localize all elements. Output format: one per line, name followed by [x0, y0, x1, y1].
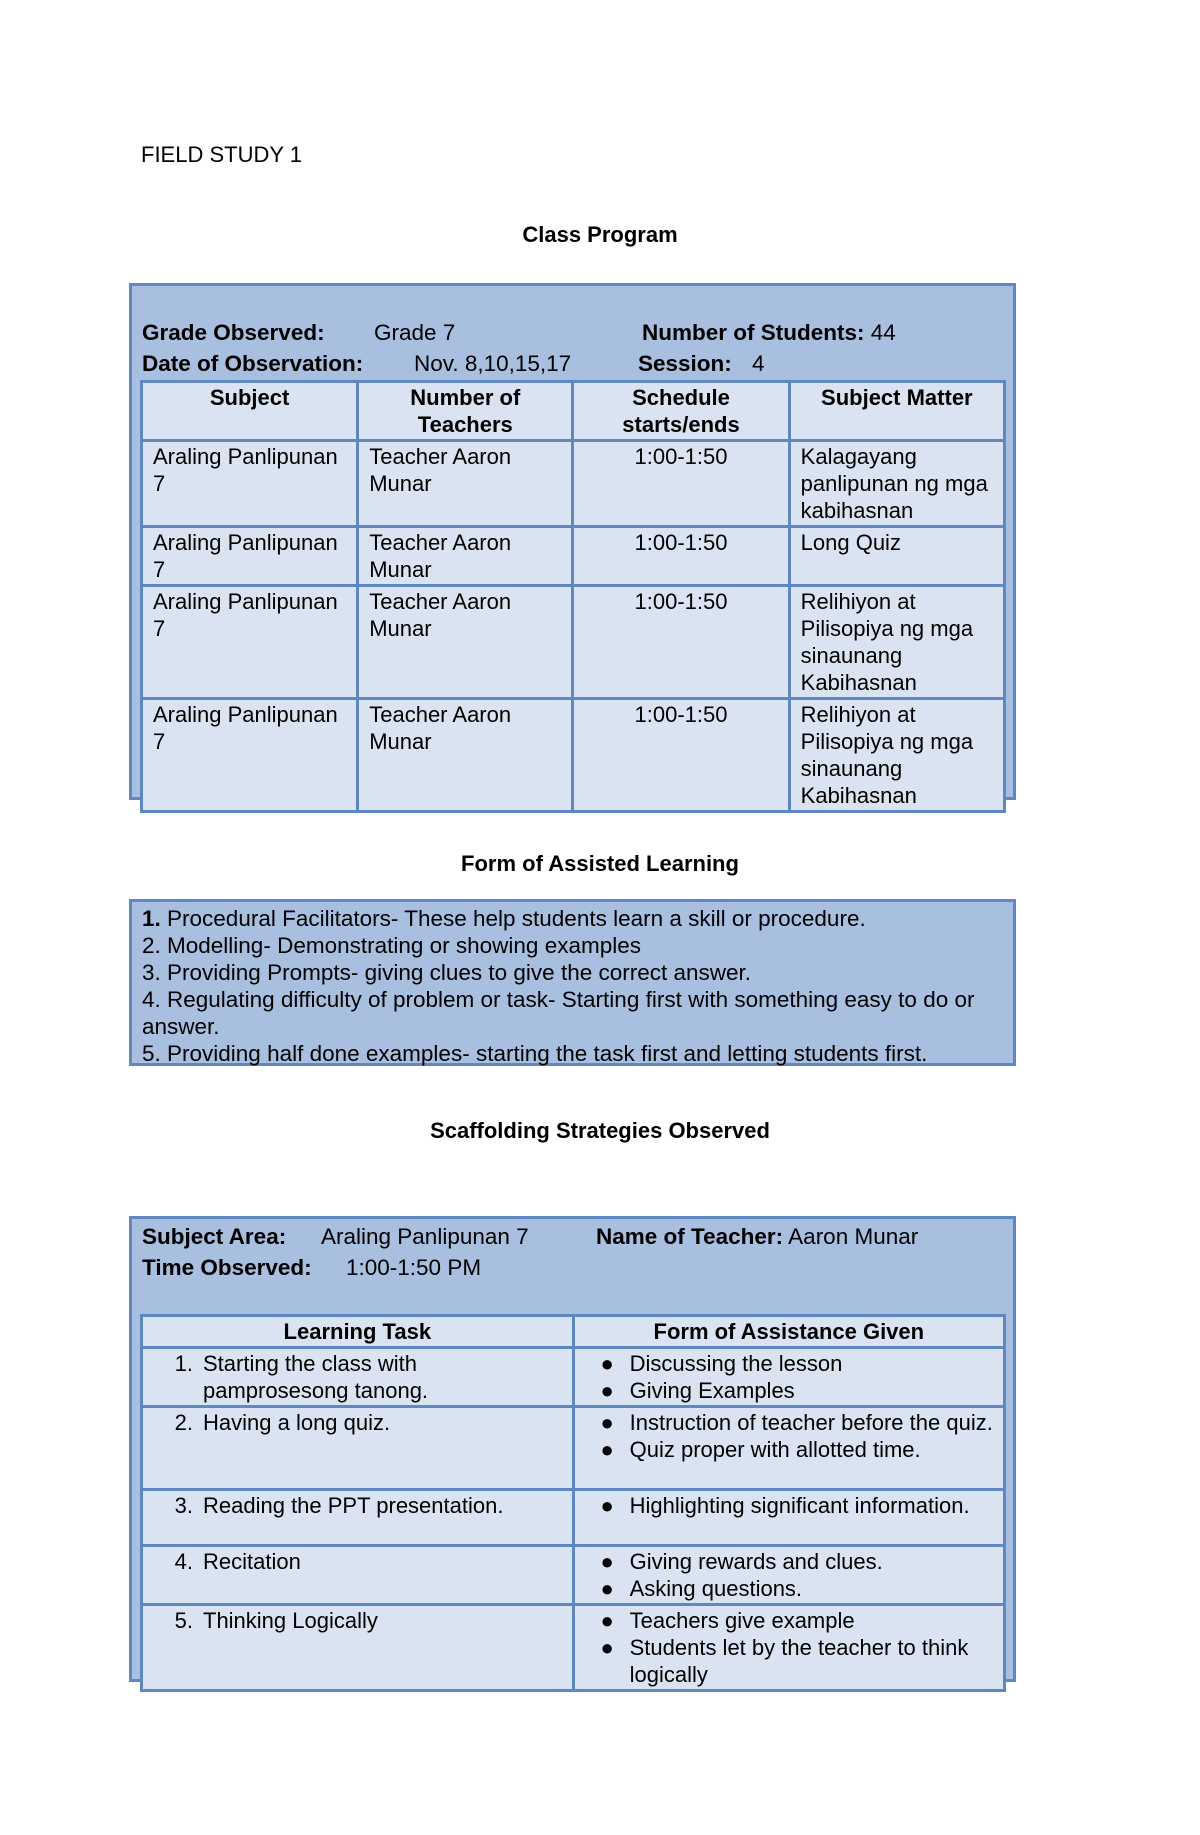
header-schedule: Schedule starts/ends: [573, 382, 789, 441]
assisted-learning-list: [142, 905, 1001, 1067]
cell-schedule: 1:00-1:50: [573, 699, 789, 812]
scaffolding-box: [129, 1216, 1016, 1687]
table-row: [142, 1605, 1005, 1691]
assistance-list: [585, 1409, 993, 1463]
cell-assistance: [573, 1490, 1004, 1546]
bullet-icon: ●: [600, 1635, 614, 1660]
task-text: Reading the PPT presentation.: [203, 1493, 504, 1518]
grade-observed-value: Grade 7: [374, 320, 456, 345]
list-item: 3. Providing Prompts- giving clues to give the correct answer.: [142, 960, 752, 985]
session-label: Session:: [638, 351, 732, 376]
cell-assistance: [573, 1546, 1004, 1605]
task-text: Starting the class with pamprosesong tanong.: [203, 1351, 429, 1403]
bullet-icon: ●: [600, 1378, 614, 1403]
cell-subject-matter: Relihiyon at Pilisopiya ng mga sinaunang Kabihasnan: [789, 586, 1004, 699]
subject-area-label: Subject Area:: [142, 1224, 287, 1249]
table-row: [142, 1490, 1005, 1546]
cell-subject: Araling Panlipunan 7: [142, 441, 358, 527]
assisted-learning-box: [129, 899, 1016, 1066]
list-item: [142, 905, 1001, 932]
list-item: 5. Providing half done examples- starting the task first and letting students first.: [142, 1041, 928, 1066]
table-row: [142, 699, 1005, 812]
num-students-value: 44: [870, 320, 896, 345]
bullet-icon: ●: [600, 1410, 614, 1435]
num-students-label: Number of Students:: [642, 320, 865, 345]
list-item: ● Giving rewards and clues.: [585, 1548, 993, 1575]
cell-assistance: [573, 1348, 1004, 1407]
time-observed-label: Time Observed:: [142, 1255, 312, 1280]
task-text: Recitation: [203, 1549, 301, 1574]
session-value: 4: [752, 351, 765, 376]
cell-subject: Araling Panlipunan 7: [142, 527, 358, 586]
cell-learning-task: [142, 1490, 574, 1546]
header-learning-task: Learning Task: [142, 1316, 574, 1348]
cell-subject-matter: Long Quiz: [789, 527, 1004, 586]
assisted-learning-title: Form of Assisted Learning: [461, 851, 739, 876]
task-text: Thinking Logically: [203, 1608, 378, 1633]
list-item: ● Giving Examples: [585, 1377, 993, 1404]
list-item: ● Instruction of teacher before the quiz.: [585, 1409, 993, 1436]
subject-area-value: Araling Panlipunan 7: [321, 1224, 529, 1249]
cell-teacher: Teacher Aaron Munar: [358, 586, 573, 699]
table-row: [142, 527, 1005, 586]
bullet-icon: ●: [600, 1549, 614, 1574]
task-text: Having a long quiz.: [203, 1410, 391, 1435]
list-item: ● Students let by the teacher to think logically: [585, 1634, 993, 1688]
assistance-list: [585, 1350, 993, 1404]
assistance-list: [585, 1607, 993, 1688]
cell-learning-task: [142, 1407, 574, 1490]
cell-teacher: Teacher Aaron Munar: [358, 699, 573, 812]
table-row: [142, 1546, 1005, 1605]
assistance-list: [585, 1548, 993, 1602]
cell-assistance: [573, 1605, 1004, 1691]
date-observation-value: Nov. 8,10,15,17: [414, 351, 572, 376]
list-item-number: 1.: [142, 906, 161, 931]
class-program-table: [140, 380, 1006, 813]
cell-teacher: Teacher Aaron Munar: [358, 527, 573, 586]
header-form-of-assistance: Form of Assistance Given: [573, 1316, 1004, 1348]
scaffolding-title: Scaffolding Strategies Observed: [430, 1118, 770, 1143]
teacher-name-value: Aaron Munar: [788, 1224, 919, 1249]
cell-learning-task: [142, 1546, 574, 1605]
task-number: 5.: [174, 1608, 193, 1633]
cell-schedule: 1:00-1:50: [573, 441, 789, 527]
list-item: ● Teachers give example: [585, 1607, 993, 1634]
list-item: 4. Regulating difficulty of problem or task- Starting first with something easy to do or answer.: [142, 987, 975, 1039]
cell-assistance: [573, 1407, 1004, 1490]
bullet-icon: ●: [600, 1493, 614, 1518]
assistance-list: [585, 1492, 993, 1519]
time-observed-value: 1:00-1:50 PM: [346, 1255, 482, 1280]
header-subject-matter: Subject Matter: [789, 382, 1004, 441]
teacher-name-label: Name of Teacher:: [596, 1224, 784, 1249]
table-row: [142, 441, 1005, 527]
grade-observed-label: Grade Observed:: [142, 320, 325, 345]
bullet-icon: ●: [600, 1351, 614, 1376]
header-number-of-teachers: Number of Teachers: [358, 382, 573, 441]
scaffolding-table: [140, 1314, 1006, 1692]
cell-learning-task: [142, 1348, 574, 1407]
class-program-title: Class Program: [522, 222, 678, 247]
task-number: 3.: [174, 1493, 193, 1518]
table-header-row: [142, 382, 1005, 441]
cell-subject-matter: Kalagayang panlipunan ng mga kabihasnan: [789, 441, 1004, 527]
bullet-icon: ●: [600, 1437, 614, 1462]
cell-learning-task: [142, 1605, 574, 1691]
table-row: [142, 1348, 1005, 1407]
class-program-box: [129, 283, 1016, 808]
cell-teacher: Teacher Aaron Munar: [358, 441, 573, 527]
cell-subject: Araling Panlipunan 7: [142, 586, 358, 699]
table-row: [142, 586, 1005, 699]
bullet-icon: ●: [600, 1576, 614, 1601]
task-number: 4.: [174, 1549, 193, 1574]
list-item: ● Discussing the lesson: [585, 1350, 993, 1377]
task-number: 2.: [174, 1410, 193, 1435]
table-row: [142, 1407, 1005, 1490]
bullet-icon: ●: [600, 1608, 614, 1633]
cell-subject-matter: Relihiyon at Pilisopiya ng mga sinaunang Kabihasnan: [789, 699, 1004, 812]
list-item: ● Asking questions.: [585, 1575, 993, 1602]
table-header-row: [142, 1316, 1005, 1348]
list-item: ● Highlighting significant information.: [585, 1492, 993, 1519]
document-title: FIELD STUDY 1: [141, 142, 302, 167]
cell-schedule: 1:00-1:50: [573, 586, 789, 699]
date-observation-label: Date of Observation:: [142, 351, 364, 376]
list-item-text: Procedural Facilitators- These help students learn a skill or procedure.: [167, 906, 866, 931]
header-subject: Subject: [142, 382, 358, 441]
cell-schedule: 1:00-1:50: [573, 527, 789, 586]
cell-subject: Araling Panlipunan 7: [142, 699, 358, 812]
list-item: 2. Modelling- Demonstrating or showing examples: [142, 933, 641, 958]
list-item: ● Quiz proper with allotted time.: [585, 1436, 993, 1463]
task-number: 1.: [174, 1351, 193, 1376]
